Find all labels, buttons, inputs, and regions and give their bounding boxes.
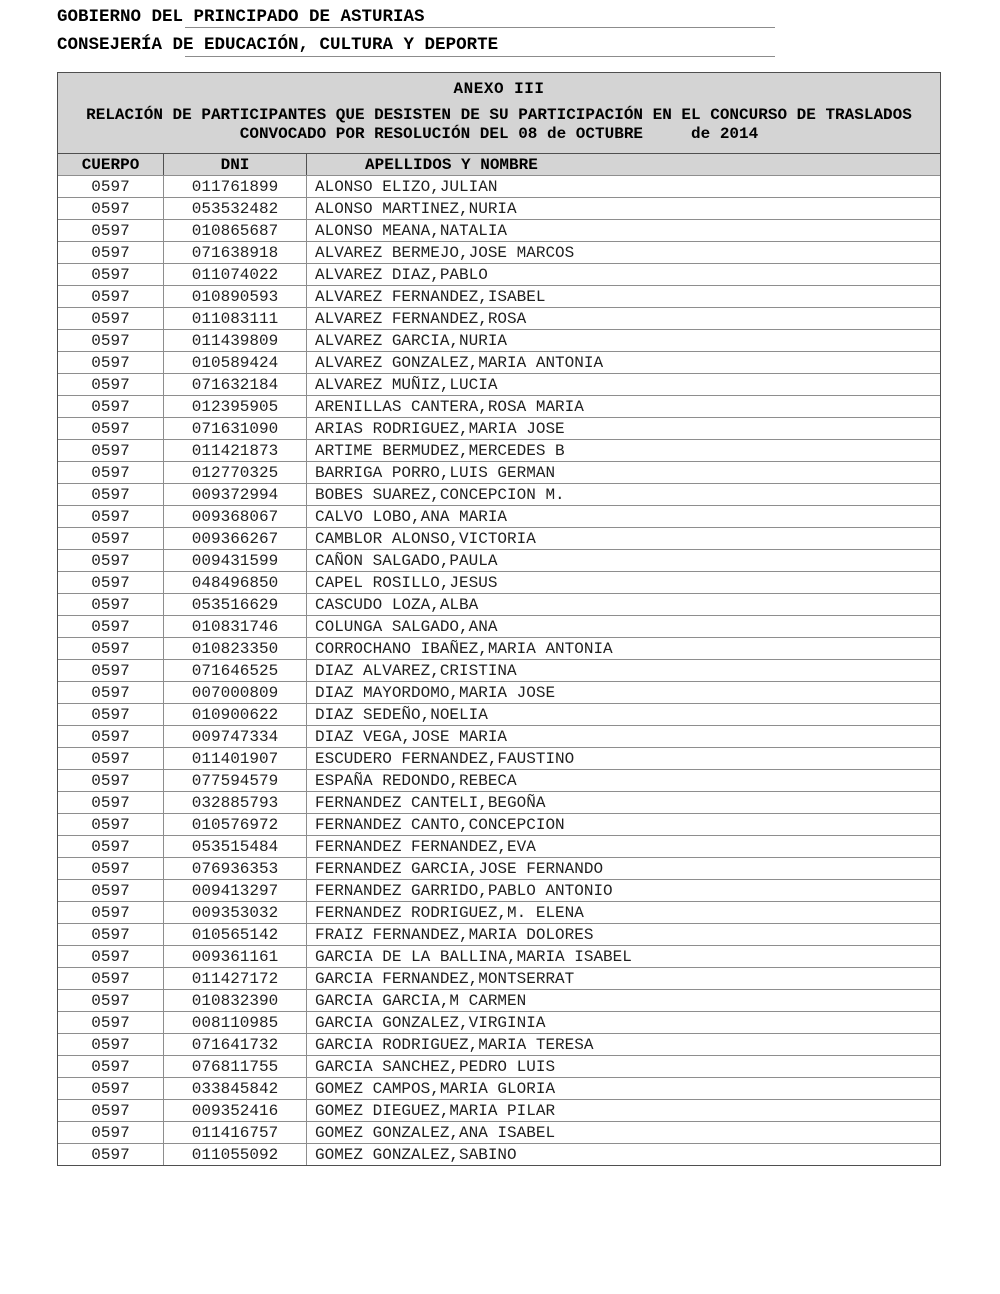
cell-nombre: ALONSO MARTINEZ,NURIA (306, 198, 940, 219)
cell-cuerpo: 0597 (91, 639, 130, 658)
table-row (58, 263, 940, 285)
cell-dni: 076936353 (163, 858, 306, 879)
cell-dni: 048496850 (163, 572, 306, 593)
table-row (58, 813, 940, 835)
table-row (58, 1077, 940, 1099)
cell-cuerpo: 0597 (91, 727, 130, 746)
cell-cuerpo: 0597 (91, 595, 130, 614)
cell-cuerpo: 0597 (91, 617, 130, 636)
cell-cuerpo: 0597 (91, 353, 130, 372)
cell-dni: 011074022 (163, 264, 306, 285)
annex-description-line-1: RELACIÓN DE PARTICIPANTES QUE DESISTEN DE SU PARTICIPACIÓN EN EL CONCURSO DE TRASLADOS (86, 106, 912, 124)
cell-dni: 009431599 (163, 550, 306, 571)
table-row (58, 505, 940, 527)
cell-dni: 008110985 (163, 1012, 306, 1033)
cell-cuerpo: 0597 (91, 815, 130, 834)
cell-dni: 010900622 (163, 704, 306, 725)
column-header-dni: DNI (163, 154, 306, 175)
cell-cuerpo: 0597 (91, 1123, 130, 1142)
table-row (58, 879, 940, 901)
letterhead-department: CONSEJERÍA DE EDUCACIÓN, CULTURA Y DEPORTE (57, 35, 499, 55)
cell-nombre: ESPAÑA REDONDO,REBECA (306, 770, 940, 791)
cell-cuerpo: 0597 (91, 331, 130, 350)
cell-dni: 009368067 (163, 506, 306, 527)
annex-description (58, 106, 940, 144)
table-row (58, 681, 940, 703)
cell-nombre: ALONSO MEANA,NATALIA (306, 220, 940, 241)
cell-nombre: CAPEL ROSILLO,JESUS (306, 572, 940, 593)
cell-nombre: GARCIA GONZALEZ,VIRGINIA (306, 1012, 940, 1033)
cell-nombre: GOMEZ CAMPOS,MARIA GLORIA (306, 1078, 940, 1099)
cell-cuerpo: 0597 (91, 309, 130, 328)
cell-dni: 010576972 (163, 814, 306, 835)
table-row (58, 571, 940, 593)
cell-nombre: FERNANDEZ FERNANDEZ,EVA (306, 836, 940, 857)
cell-nombre: ALVAREZ GONZALEZ,MARIA ANTONIA (306, 352, 940, 373)
cell-cuerpo: 0597 (91, 1035, 130, 1054)
cell-cuerpo: 0597 (91, 1057, 130, 1076)
column-header-apellidos-y-nombre: APELLIDOS Y NOMBRE (306, 154, 940, 175)
table-row (58, 659, 940, 681)
cell-cuerpo: 0597 (91, 661, 130, 680)
cell-cuerpo: 0597 (91, 419, 130, 438)
cell-nombre: ESCUDERO FERNANDEZ,FAUSTINO (306, 748, 940, 769)
cell-dni: 011401907 (163, 748, 306, 769)
cell-dni: 032885793 (163, 792, 306, 813)
table-row (58, 747, 940, 769)
cell-dni: 011055092 (163, 1144, 306, 1165)
cell-cuerpo: 0597 (91, 683, 130, 702)
cell-dni: 076811755 (163, 1056, 306, 1077)
cell-nombre: CORROCHANO IBAÑEZ,MARIA ANTONIA (306, 638, 940, 659)
cell-dni: 011416757 (163, 1122, 306, 1143)
table-row (58, 483, 940, 505)
cell-dni: 009353032 (163, 902, 306, 923)
cell-nombre: ALVAREZ FERNANDEZ,ISABEL (306, 286, 940, 307)
cell-dni: 009352416 (163, 1100, 306, 1121)
cell-dni: 071638918 (163, 242, 306, 263)
cell-dni: 071632184 (163, 374, 306, 395)
cell-cuerpo: 0597 (91, 529, 130, 548)
cell-dni: 071641732 (163, 1034, 306, 1055)
cell-nombre: ALVAREZ DIAZ,PABLO (306, 264, 940, 285)
cell-cuerpo: 0597 (91, 881, 130, 900)
cell-nombre: FERNANDEZ RODRIGUEZ,M. ELENA (306, 902, 940, 923)
cell-nombre: ALVAREZ BERMEJO,JOSE MARCOS (306, 242, 940, 263)
table-row (58, 1011, 940, 1033)
cell-dni: 011761899 (163, 176, 306, 197)
cell-cuerpo: 0597 (91, 265, 130, 284)
cell-dni: 010565142 (163, 924, 306, 945)
table-row (58, 1055, 940, 1077)
cell-cuerpo: 0597 (91, 397, 130, 416)
cell-nombre: GARCIA DE LA BALLINA,MARIA ISABEL (306, 946, 940, 967)
cell-dni: 071631090 (163, 418, 306, 439)
cell-dni: 053532482 (163, 198, 306, 219)
cell-dni: 010823350 (163, 638, 306, 659)
cell-nombre: GOMEZ GONZALEZ,SABINO (306, 1144, 940, 1165)
cell-cuerpo: 0597 (91, 793, 130, 812)
cell-dni: 009366267 (163, 528, 306, 549)
cell-nombre: ALONSO ELIZO,JULIAN (306, 176, 940, 197)
cell-dni: 009361161 (163, 946, 306, 967)
cell-nombre: GARCIA SANCHEZ,PEDRO LUIS (306, 1056, 940, 1077)
cell-cuerpo: 0597 (91, 287, 130, 306)
table-row (58, 857, 940, 879)
table-row (58, 461, 940, 483)
cell-nombre: ALVAREZ MUÑIZ,LUCIA (306, 374, 940, 395)
cell-dni: 010589424 (163, 352, 306, 373)
cell-dni: 012395905 (163, 396, 306, 417)
table-row (58, 307, 940, 329)
table-row (58, 439, 940, 461)
table-row (58, 241, 940, 263)
cell-nombre: GOMEZ GONZALEZ,ANA ISABEL (306, 1122, 940, 1143)
annex-description-line-2: CONVOCADO POR RESOLUCIÓN DEL 08 de OCTUBRE de 2014 (239, 125, 759, 143)
cell-nombre: GOMEZ DIEGUEZ,MARIA PILAR (306, 1100, 940, 1121)
title-section (58, 73, 940, 153)
cell-cuerpo: 0597 (91, 859, 130, 878)
cell-nombre: COLUNGA SALGADO,ANA (306, 616, 940, 637)
table-row (58, 373, 940, 395)
cell-dni: 011083111 (163, 308, 306, 329)
cell-cuerpo: 0597 (91, 925, 130, 944)
letterhead-rule-1 (185, 27, 775, 28)
cell-cuerpo: 0597 (91, 485, 130, 504)
table-row (58, 791, 940, 813)
table-header-row (58, 153, 940, 175)
table-row (58, 285, 940, 307)
cell-nombre: GARCIA RODRIGUEZ,MARIA TERESA (306, 1034, 940, 1055)
cell-dni: 011421873 (163, 440, 306, 461)
cell-nombre: DIAZ ALVAREZ,CRISTINA (306, 660, 940, 681)
cell-dni: 010832390 (163, 990, 306, 1011)
cell-dni: 077594579 (163, 770, 306, 791)
cell-cuerpo: 0597 (91, 749, 130, 768)
cell-dni: 053516629 (163, 594, 306, 615)
cell-cuerpo: 0597 (91, 771, 130, 790)
cell-cuerpo: 0597 (91, 705, 130, 724)
cell-dni: 009372994 (163, 484, 306, 505)
cell-nombre: FERNANDEZ GARRIDO,PABLO ANTONIO (306, 880, 940, 901)
table-row (58, 769, 940, 791)
column-header-cuerpo: CUERPO (81, 155, 140, 174)
table-row (58, 725, 940, 747)
table-row (58, 527, 940, 549)
cell-cuerpo: 0597 (91, 463, 130, 482)
letterhead-government: GOBIERNO DEL PRINCIPADO DE ASTURIAS (57, 7, 425, 27)
cell-dni: 011427172 (163, 968, 306, 989)
table-row (58, 593, 940, 615)
table-row (58, 329, 940, 351)
cell-dni: 010890593 (163, 286, 306, 307)
cell-nombre: FERNANDEZ CANTO,CONCEPCION (306, 814, 940, 835)
cell-cuerpo: 0597 (91, 221, 130, 240)
cell-nombre: ARIAS RODRIGUEZ,MARIA JOSE (306, 418, 940, 439)
table-row (58, 901, 940, 923)
cell-nombre: DIAZ SEDEÑO,NOELIA (306, 704, 940, 725)
table-row (58, 395, 940, 417)
table-body (58, 175, 940, 1165)
cell-nombre: FERNANDEZ GARCIA,JOSE FERNANDO (306, 858, 940, 879)
table-row (58, 1121, 940, 1143)
cell-cuerpo: 0597 (91, 947, 130, 966)
annex-table (57, 72, 941, 1166)
table-row (58, 703, 940, 725)
table-row (58, 615, 940, 637)
cell-nombre: ARENILLAS CANTERA,ROSA MARIA (306, 396, 940, 417)
table-row (58, 989, 940, 1011)
cell-nombre: GARCIA FERNANDEZ,MONTSERRAT (306, 968, 940, 989)
table-row (58, 351, 940, 373)
cell-nombre: CAMBLOR ALONSO,VICTORIA (306, 528, 940, 549)
cell-cuerpo: 0597 (91, 903, 130, 922)
annex-title: ANEXO III (453, 80, 545, 98)
cell-dni: 009413297 (163, 880, 306, 901)
table-row (58, 175, 940, 197)
cell-cuerpo: 0597 (91, 243, 130, 262)
letterhead-rule-2 (185, 56, 775, 57)
cell-nombre: FERNANDEZ CANTELI,BEGOÑA (306, 792, 940, 813)
cell-cuerpo: 0597 (91, 1101, 130, 1120)
cell-nombre: ARTIME BERMUDEZ,MERCEDES B (306, 440, 940, 461)
cell-dni: 071646525 (163, 660, 306, 681)
cell-cuerpo: 0597 (91, 1013, 130, 1032)
cell-dni: 010865687 (163, 220, 306, 241)
table-row (58, 945, 940, 967)
cell-cuerpo: 0597 (91, 199, 130, 218)
cell-nombre: BARRIGA PORRO,LUIS GERMAN (306, 462, 940, 483)
cell-nombre: ALVAREZ FERNANDEZ,ROSA (306, 308, 940, 329)
cell-cuerpo: 0597 (91, 573, 130, 592)
table-row (58, 549, 940, 571)
cell-nombre: BOBES SUAREZ,CONCEPCION M. (306, 484, 940, 505)
table-row (58, 923, 940, 945)
cell-dni: 033845842 (163, 1078, 306, 1099)
table-row (58, 1143, 940, 1165)
cell-dni: 011439809 (163, 330, 306, 351)
cell-cuerpo: 0597 (91, 1145, 130, 1164)
table-row (58, 1099, 940, 1121)
table-row (58, 417, 940, 439)
cell-dni: 053515484 (163, 836, 306, 857)
cell-dni: 009747334 (163, 726, 306, 747)
cell-nombre: FRAIZ FERNANDEZ,MARIA DOLORES (306, 924, 940, 945)
table-row (58, 1033, 940, 1055)
cell-dni: 012770325 (163, 462, 306, 483)
table-row (58, 835, 940, 857)
cell-nombre: CASCUDO LOZA,ALBA (306, 594, 940, 615)
table-row (58, 967, 940, 989)
table-row (58, 197, 940, 219)
cell-cuerpo: 0597 (91, 375, 130, 394)
cell-dni: 007000809 (163, 682, 306, 703)
cell-cuerpo: 0597 (91, 837, 130, 856)
cell-cuerpo: 0597 (91, 991, 130, 1010)
table-row (58, 637, 940, 659)
cell-cuerpo: 0597 (91, 551, 130, 570)
cell-nombre: DIAZ MAYORDOMO,MARIA JOSE (306, 682, 940, 703)
cell-cuerpo: 0597 (91, 1079, 130, 1098)
cell-cuerpo: 0597 (91, 507, 130, 526)
cell-nombre: ALVAREZ GARCIA,NURIA (306, 330, 940, 351)
cell-nombre: GARCIA GARCIA,M CARMEN (306, 990, 940, 1011)
cell-cuerpo: 0597 (91, 969, 130, 988)
cell-dni: 010831746 (163, 616, 306, 637)
cell-cuerpo: 0597 (91, 441, 130, 460)
table-row (58, 219, 940, 241)
cell-nombre: CALVO LOBO,ANA MARIA (306, 506, 940, 527)
cell-cuerpo: 0597 (91, 177, 130, 196)
cell-nombre: DIAZ VEGA,JOSE MARIA (306, 726, 940, 747)
cell-nombre: CAÑON SALGADO,PAULA (306, 550, 940, 571)
